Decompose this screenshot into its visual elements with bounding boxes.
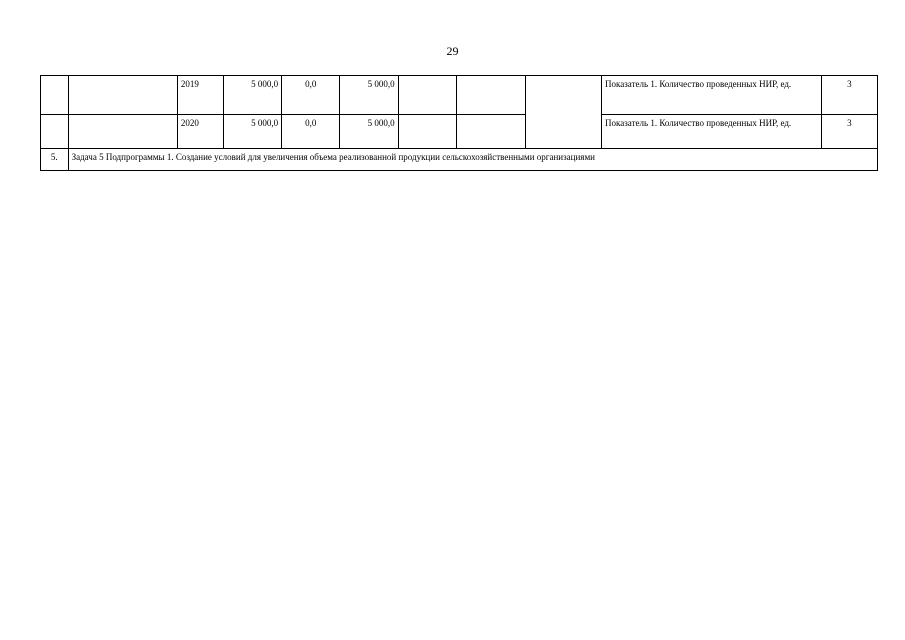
cell-indicator: Показатель 1. Количество проведенных НИР, ед.: [602, 115, 822, 149]
cell-reg: 5 000,0: [340, 115, 398, 149]
cell-total: 5 000,0: [223, 115, 281, 149]
cell-num: [41, 115, 69, 149]
cell-local: [398, 115, 456, 149]
task-number: 5.: [41, 149, 69, 171]
cell-fed: 0,0: [282, 115, 340, 149]
cell-name: [68, 76, 177, 115]
cell-year: 2019: [177, 76, 223, 115]
table-row: [41, 115, 878, 149]
cell-fed: 0,0: [282, 76, 340, 115]
table-row: [41, 76, 878, 115]
cell-local: [398, 76, 456, 115]
cell-year: 2020: [177, 115, 223, 149]
cell-other: [456, 76, 525, 115]
cell-total: 5 000,0: [223, 76, 281, 115]
task-title: Задача 5 Подпрограммы 1. Создание условий для увеличения объема реализованной продукции сельскохозяйственными организациями: [68, 149, 877, 171]
cell-num: [41, 76, 69, 115]
page-number: 29: [446, 44, 459, 58]
cell-reg: 5 000,0: [340, 76, 398, 115]
task-row: [41, 149, 878, 171]
cell-indicator: Показатель 1. Количество проведенных НИР, ед.: [602, 76, 822, 115]
cell-value: 3: [821, 115, 877, 149]
cell-name: [68, 115, 177, 149]
program-table: [40, 75, 878, 171]
cell-other: [456, 115, 525, 149]
cell-exec: [526, 76, 602, 149]
cell-value: 3: [821, 76, 877, 115]
